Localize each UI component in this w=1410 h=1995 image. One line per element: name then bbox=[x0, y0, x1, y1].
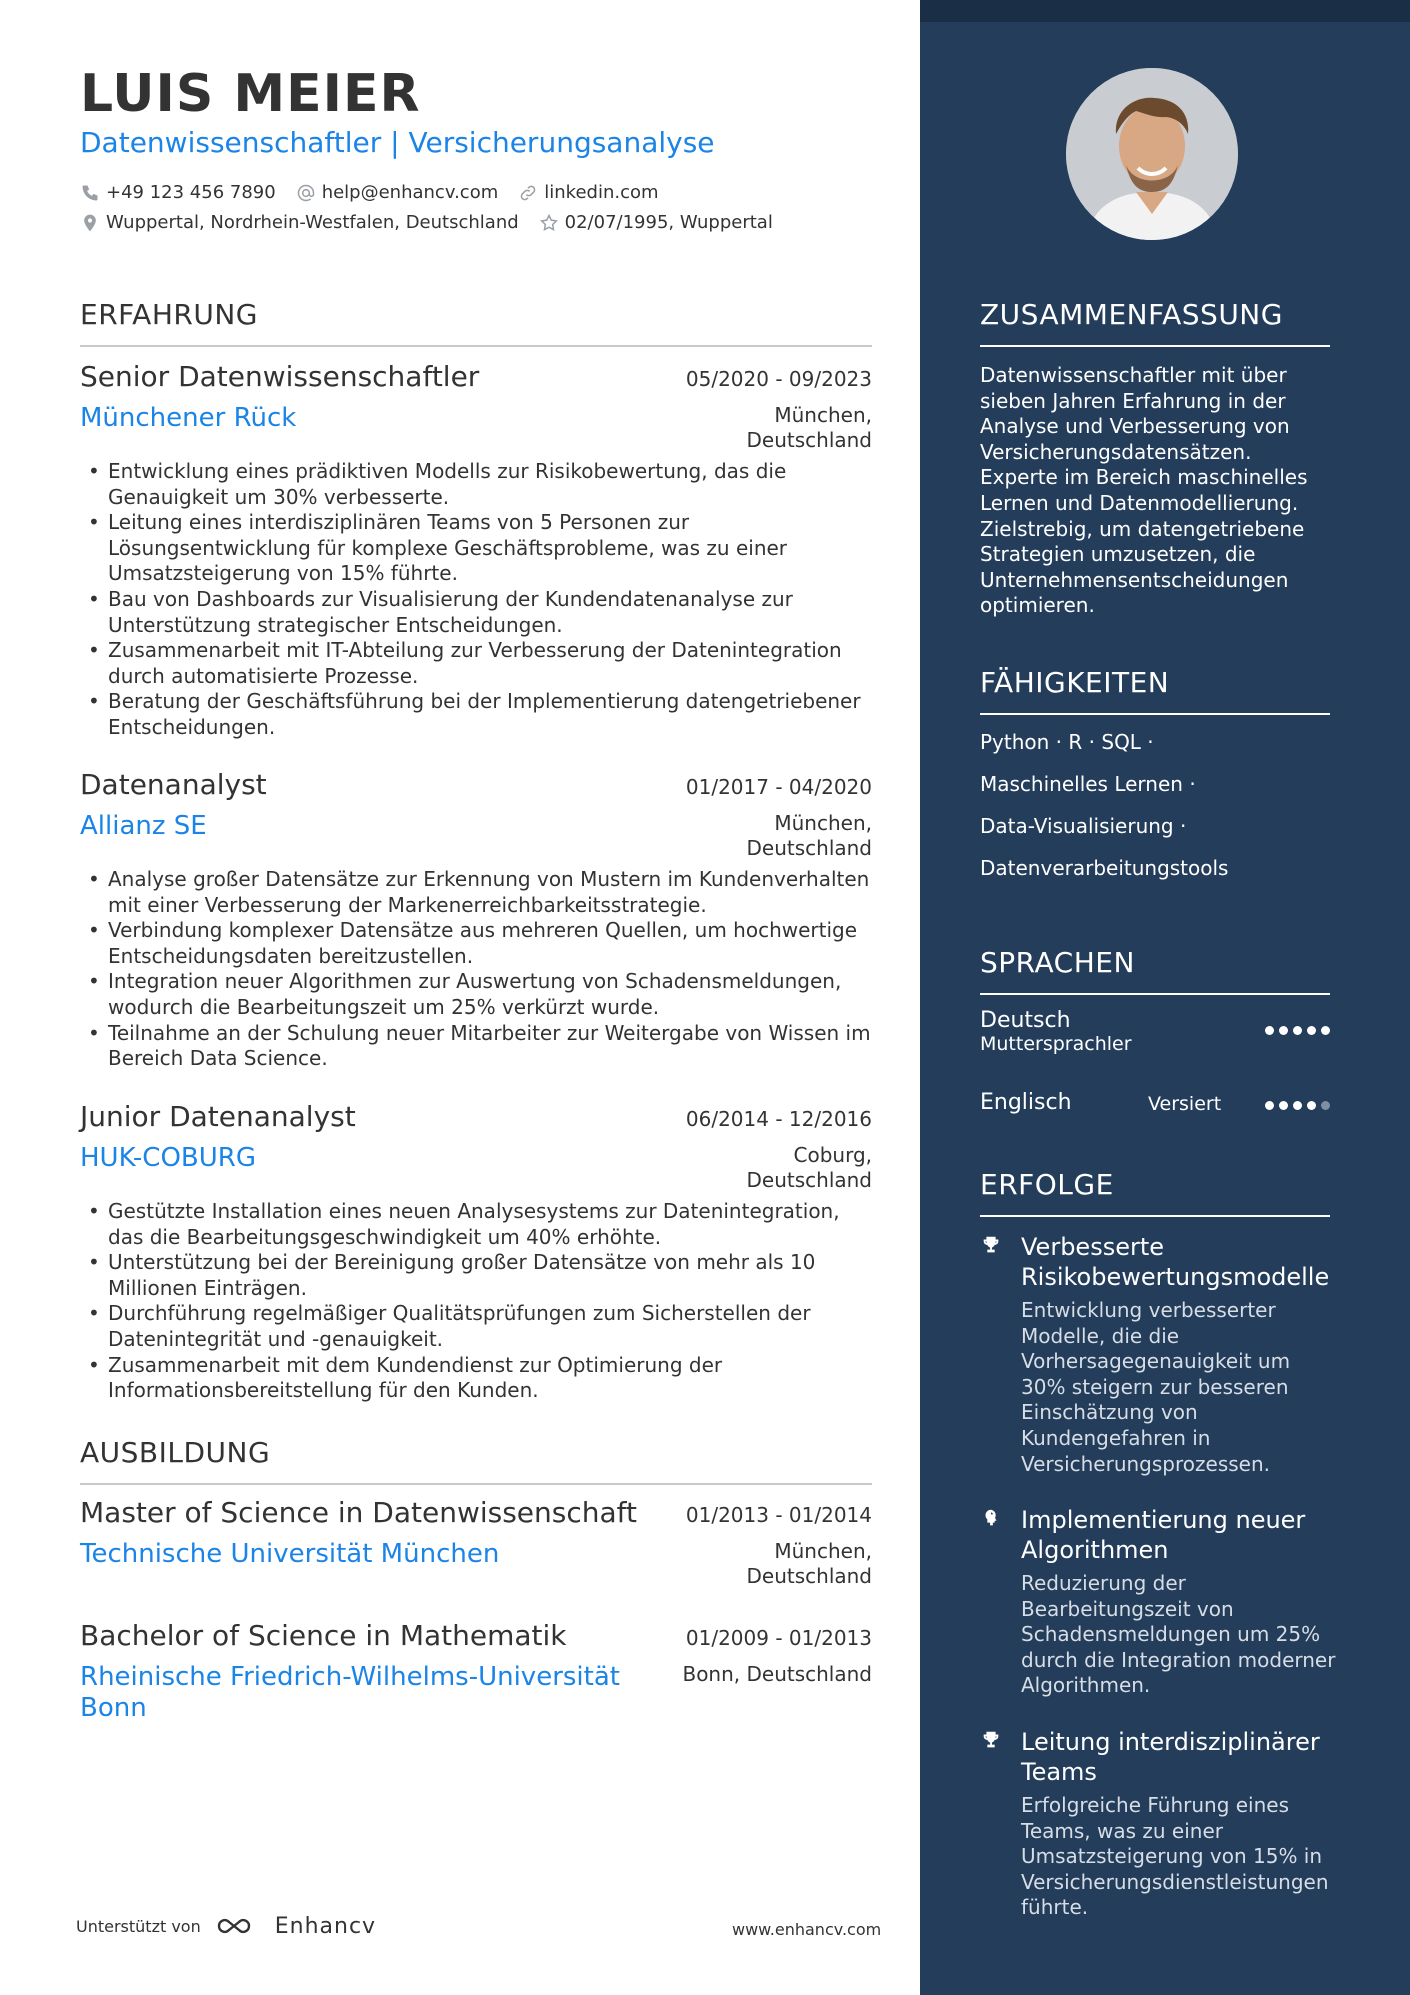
job-entry bbox=[80, 360, 872, 741]
linkedin-text[interactable]: linkedin.com bbox=[544, 182, 659, 203]
summary-text: Datenwissenschaftler mit über sieben Jahren Erfahrung in der Analyse und Verbesserung von Versicherungsdatensätzen. Experte im Bereich maschinelles Lernen und Datenmodellierung. Zielstrebig, um datengetriebene Strategien umzusetzen, die Unternehmensentscheidungen optimieren. bbox=[980, 363, 1308, 618]
language-rating bbox=[1260, 1101, 1330, 1110]
job-dates: 05/2020 - 09/2023 bbox=[685, 367, 872, 391]
language-level: Muttersprachler bbox=[980, 1033, 1132, 1055]
job-bullet: • Integration neuer Algorithmen zur Auswertung von Schadensmeldungen, wodurch die Bearbeitungszeit um 25% verkürzt wurde. bbox=[80, 969, 872, 1020]
rating-dot bbox=[1265, 1101, 1274, 1110]
job-bullets bbox=[80, 1199, 872, 1404]
email-text[interactable]: help@enhancv.com bbox=[321, 182, 499, 203]
job-company: Münchener Rück bbox=[80, 403, 297, 433]
rating-dot bbox=[1293, 1101, 1302, 1110]
language-name: Englisch bbox=[980, 1090, 1072, 1115]
job-role: Junior Datenanalyst bbox=[80, 1100, 356, 1133]
education-dates: 01/2013 - 01/2014 bbox=[685, 1503, 872, 1527]
education-entry bbox=[80, 1619, 872, 1724]
rating-dot bbox=[1307, 1101, 1316, 1110]
contact-birth bbox=[539, 212, 773, 233]
enhancv-logo-icon bbox=[215, 1913, 263, 1939]
skill-line: Data-Visualisierung · bbox=[980, 814, 1187, 838]
school: Rheinische Friedrich-Wilhelms-Universität Bonn bbox=[80, 1662, 620, 1723]
job-bullet: • Gestützte Installation eines neuen Analysesystems zur Datenintegration, das die Bearbeitungsgeschwindigkeit um 40% erhöhte. bbox=[80, 1199, 872, 1250]
achievement-title: Implementierung neuer Algorithmen bbox=[1021, 1506, 1306, 1564]
trophy-icon bbox=[980, 1729, 1002, 1751]
education-dates: 01/2009 - 01/2013 bbox=[685, 1626, 872, 1650]
skill-line: Maschinelles Lernen · bbox=[980, 772, 1196, 796]
job-bullet: • Bau von Dashboards zur Visualisierung der Kundendatenanalyse zur Unterstützung strategischer Entscheidungen. bbox=[80, 587, 872, 638]
enhancv-brand[interactable]: Enhancv bbox=[274, 1913, 377, 1939]
language-item bbox=[980, 1008, 1330, 1066]
brain-icon bbox=[980, 1507, 1002, 1529]
summary-heading: ZUSAMMENFASSUNG bbox=[980, 298, 1283, 331]
star-icon bbox=[539, 213, 559, 233]
achievement-desc: Entwicklung verbesserter Modelle, die die Vorhersagegenauigkeit um 30% steigern zur besseren Einschätzung von Kundengefahren in Versicherungsprozessen. bbox=[1021, 1298, 1291, 1476]
summary-divider bbox=[980, 345, 1330, 347]
rating-dot bbox=[1265, 1026, 1274, 1035]
skill-line: Datenverarbeitungstools bbox=[980, 856, 1229, 880]
achievement-item bbox=[980, 1232, 1340, 1477]
education-location: Bonn, Deutschland bbox=[682, 1662, 872, 1686]
rating-dot bbox=[1279, 1026, 1288, 1035]
contact-linkedin bbox=[518, 182, 658, 203]
rating-dot bbox=[1307, 1026, 1316, 1035]
birth-text: 02/07/1995, Wuppertal bbox=[564, 212, 773, 233]
profile-photo bbox=[1066, 68, 1238, 240]
phone-icon bbox=[80, 183, 100, 203]
job-bullet: • Analyse großer Datensätze zur Erkennung von Mustern im Kundenverhalten mit einer Verbesserung der Markenerreichbarkeitsstrategie. bbox=[80, 867, 872, 918]
job-bullet: • Durchführung regelmäßiger Qualitätsprüfungen zum Sicherstellen der Datenintegrität und -genauigkeit. bbox=[80, 1301, 872, 1352]
achievement-desc: Reduzierung der Bearbeitungszeit von Schadensmeldungen um 25% durch die Integration moderner Algorithmen. bbox=[1021, 1571, 1336, 1698]
powered-by-text: Unterstützt von bbox=[76, 1916, 201, 1936]
rating-dot bbox=[1321, 1101, 1330, 1110]
footer-powered bbox=[76, 1913, 376, 1939]
job-bullet: • Leitung eines interdisziplinären Teams von 5 Personen zur Lösungsentwicklung für komplexe Geschäftsprobleme, was zu einer Umsatzsteigerung von 15% führte. bbox=[80, 510, 872, 587]
job-location: München, Deutschland bbox=[746, 403, 872, 452]
education-entry bbox=[80, 1496, 872, 1589]
job-entry bbox=[80, 768, 872, 1072]
job-company: HUK-COBURG bbox=[80, 1143, 256, 1173]
candidate-name: LUIS MEIER bbox=[80, 64, 421, 124]
job-bullet: • Beratung der Geschäftsführung bei der Implementierung datengetriebener Entscheidungen. bbox=[80, 689, 872, 740]
sidebar bbox=[920, 0, 1410, 1995]
language-level: Versiert bbox=[1148, 1093, 1222, 1115]
job-dates: 06/2014 - 12/2016 bbox=[685, 1107, 872, 1131]
contact-phone bbox=[80, 182, 276, 203]
achievement-item bbox=[980, 1727, 1340, 1921]
contact-email bbox=[296, 182, 499, 203]
rating-dot bbox=[1321, 1026, 1330, 1035]
language-rating bbox=[1260, 1026, 1330, 1035]
job-bullet: • Verbindung komplexer Datensätze aus mehreren Quellen, um hochwertige Entscheidungsdaten bereitzustellen. bbox=[80, 918, 872, 969]
degree: Master of Science in Datenwissenschaft bbox=[80, 1496, 638, 1529]
contact-row-2 bbox=[80, 212, 793, 233]
trophy-icon bbox=[980, 1234, 1002, 1256]
school: Technische Universität München bbox=[80, 1539, 500, 1569]
job-location: München, Deutschland bbox=[746, 811, 872, 860]
at-icon bbox=[296, 183, 316, 203]
job-role: Senior Datenwissenschaftler bbox=[80, 360, 480, 393]
contact-row-1 bbox=[80, 182, 679, 203]
achievement-desc: Erfolgreiche Führung eines Teams, was zu einer Umsatzsteigerung von 15% in Versicherungsdienstleistungen führte. bbox=[1021, 1793, 1329, 1920]
sidebar-topbar bbox=[920, 0, 1410, 22]
candidate-title: Datenwissenschaftler | Versicherungsanalyse bbox=[80, 126, 715, 159]
job-bullets bbox=[80, 867, 872, 1072]
languages-divider bbox=[980, 993, 1330, 995]
achievements-divider bbox=[980, 1215, 1330, 1217]
achievement-item bbox=[980, 1505, 1340, 1699]
education-location: München, Deutschland bbox=[746, 1539, 872, 1588]
achievement-title: Leitung interdisziplinärer Teams bbox=[1021, 1728, 1320, 1786]
skill-line: Python · R · SQL · bbox=[980, 730, 1154, 754]
languages-heading: SPRACHEN bbox=[980, 946, 1135, 979]
job-location: Coburg, Deutschland bbox=[746, 1143, 872, 1192]
job-bullet: • Zusammenarbeit mit IT-Abteilung zur Verbesserung der Datenintegration durch automatisierte Prozesse. bbox=[80, 638, 872, 689]
job-entry bbox=[80, 1100, 872, 1404]
language-name: Deutsch bbox=[980, 1008, 1071, 1033]
job-bullet: • Unterstützung bei der Bereinigung großer Datensätze von mehr als 10 Millionen Einträgen. bbox=[80, 1250, 872, 1301]
avatar-icon bbox=[1066, 68, 1238, 240]
job-dates: 01/2017 - 04/2020 bbox=[685, 775, 872, 799]
education-divider bbox=[80, 1483, 872, 1485]
achievements-heading: ERFOLGE bbox=[980, 1168, 1114, 1201]
education-heading: AUSBILDUNG bbox=[80, 1436, 271, 1469]
footer-url[interactable]: www.enhancv.com bbox=[732, 1920, 882, 1939]
job-role: Datenanalyst bbox=[80, 768, 267, 801]
language-item bbox=[980, 1090, 1330, 1120]
phone-text[interactable]: +49 123 456 7890 bbox=[106, 182, 276, 203]
location-text: Wuppertal, Nordrhein-Westfalen, Deutschland bbox=[106, 212, 519, 233]
contact-location bbox=[80, 212, 519, 233]
experience-heading: ERFAHRUNG bbox=[80, 298, 258, 331]
achievement-title: Verbesserte Risikobewertungsmodelle bbox=[1021, 1233, 1330, 1291]
location-pin-icon bbox=[80, 213, 100, 233]
job-company: Allianz SE bbox=[80, 811, 207, 841]
rating-dot bbox=[1293, 1026, 1302, 1035]
skills-divider bbox=[980, 713, 1330, 715]
job-bullet: • Teilnahme an der Schulung neuer Mitarbeiter zur Weitergabe von Wissen im Bereich Data Science. bbox=[80, 1021, 872, 1072]
job-bullet: • Zusammenarbeit mit dem Kundendienst zur Optimierung der Informationsbereitstellung für den Kunden. bbox=[80, 1353, 872, 1404]
job-bullets bbox=[80, 459, 872, 741]
link-icon bbox=[518, 183, 538, 203]
experience-divider bbox=[80, 345, 872, 347]
skills-heading: FÄHIGKEITEN bbox=[980, 666, 1170, 699]
job-bullet: • Entwicklung eines prädiktiven Modells zur Risikobewertung, das die Genauigkeit um 30% verbesserte. bbox=[80, 459, 872, 510]
degree: Bachelor of Science in Mathematik bbox=[80, 1619, 567, 1652]
rating-dot bbox=[1279, 1101, 1288, 1110]
